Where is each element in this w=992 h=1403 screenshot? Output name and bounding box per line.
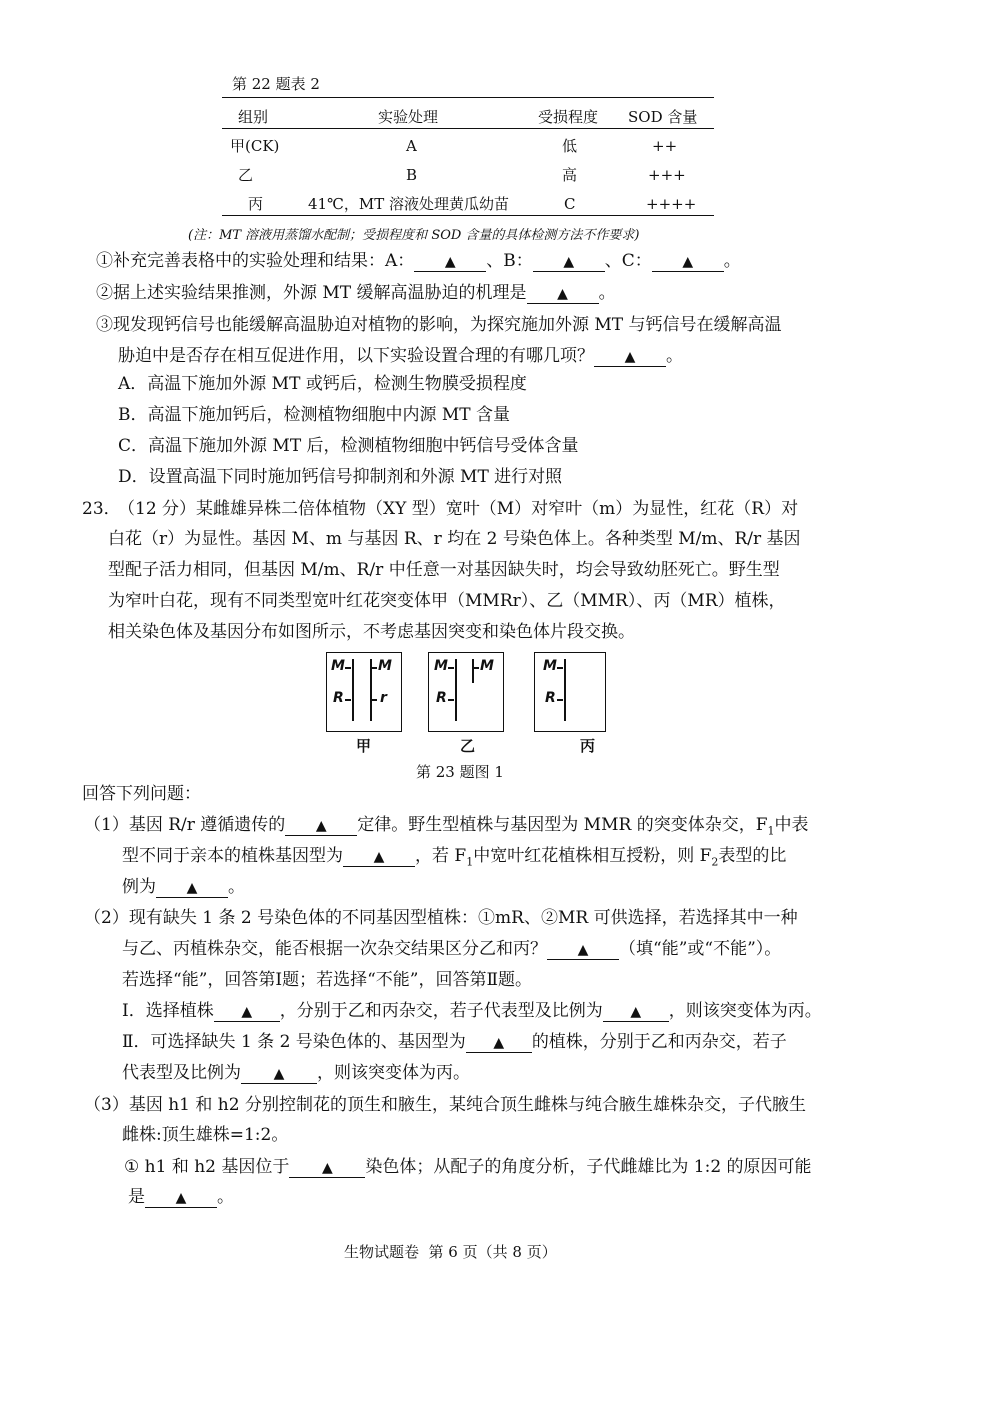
answer-blank[interactable]: ▲ (533, 252, 605, 272)
answer-blank[interactable]: ▲ (343, 847, 415, 867)
table-header-damage: 受损程度 (538, 108, 599, 126)
q22-option-a: A．高温下施加外源 MT 或钙后，检测生物膜受损程度 (118, 374, 527, 394)
figure-label-jia: 甲 (356, 737, 372, 755)
chromosome (564, 659, 566, 721)
gene-label-M: M (331, 658, 345, 674)
table-cell-r3-treatment: 41℃，MT 溶液处理黄瓜幼苗 (308, 195, 509, 213)
answer-blank[interactable]: ▲ (214, 1002, 280, 1022)
table-header-rule (222, 128, 714, 129)
page-footer: 生物试题卷 第 6 页（共 8 页） (344, 1243, 557, 1261)
q23-p1-line2: 型不同于亲本的植株基因型为 ▲ ，若 $F_1$中宽叶红花植株相互授粉，则 $F_2$表型的比 (122, 846, 787, 869)
table-cell-r3-damage: C (564, 195, 576, 213)
table-top-rule (222, 97, 714, 98)
gene-locus (345, 699, 351, 701)
q22-option-b: B．高温下施加钙后，检测植物细胞中内源 MT 含量 (118, 405, 511, 425)
answer-blank[interactable]: ▲ (466, 1033, 532, 1053)
q23-intro-line4: 为窄叶白花，现有不同类型宽叶红花突变体甲（MMRr）、乙（MMR）、丙（MR）植株， (108, 591, 786, 611)
q23-intro-line3: 型配子活力相同，但基因 M/m、R/r 中任意一对基因缺失时，均会导致幼胚死亡。野生型 (108, 560, 780, 580)
gene-label-R: R (545, 690, 556, 706)
gene-label-M: M (434, 658, 448, 674)
q23-p3-sub1-cont: 是 ▲ 。 (128, 1187, 234, 1207)
q23-p2-item-ii-cont: 代表型及比例为 ▲ ，则该突变体为丙。 (122, 1063, 470, 1083)
gene-label-M: M (480, 658, 494, 674)
chromosome-fragment (472, 659, 474, 683)
table-header-treatment: 实验处理 (378, 108, 439, 126)
table-cell-r2-group: 乙 (238, 166, 254, 184)
q23-p3-line2: 雌株:顶生雄株=1:2。 (122, 1125, 289, 1145)
q23-p1-line1: （1）基因 R/r 遵循遗传的 ▲ 定律。野生型植株与基因型为 MMR 的突变体杂交，$F_1$中表 (84, 815, 809, 838)
table-cell-r3-group: 丙 (248, 195, 264, 213)
gene-label-M: M (378, 658, 392, 674)
gene-locus (557, 699, 563, 701)
q23-intro-line5: 相关染色体及基因分布如图所示，不考虑基因突变和染色体片段交换。 (108, 622, 635, 642)
q23-p2-line3: 若选择“能”，回答第Ⅰ题；若选择“不能”，回答第Ⅱ题。 (122, 970, 533, 990)
answer-blank[interactable]: ▲ (603, 1002, 669, 1022)
chromosome (455, 659, 457, 721)
gene-label-R: R (333, 690, 344, 706)
answer-blank[interactable]: ▲ (527, 284, 599, 304)
q22-sub3-line2: 胁迫中是否存在相互促进作用，以下实验设置合理的有哪几项？ ▲ 。 (118, 346, 683, 366)
table-header-group: 组别 (238, 108, 269, 126)
q23-number: 23． (82, 499, 121, 519)
table-header-sod: SOD 含量 (628, 108, 698, 126)
table-cell-r2-sod: +++ (648, 166, 686, 184)
figure-caption: 第 23 题图 1 (416, 763, 504, 781)
gene-locus (557, 667, 563, 669)
gene-locus (345, 667, 351, 669)
q23-p2-item-i: Ⅰ．选择植株 ▲ ，分别于乙和丙杂交，若子代表型及比例为 ▲ ，则该突变体为丙。 (122, 1001, 822, 1021)
answer-blank[interactable]: ▲ (547, 940, 619, 960)
q22-sub1: ①补充完善表格中的实验处理和结果：A： ▲ 、B： ▲ 、C： ▲ 。 (96, 251, 741, 271)
q23-p3-sub1: ① h1 和 h2 基因位于 ▲ 染色体；从配子的角度分析，子代雌雄比为 1:2 的原因可能 (124, 1157, 812, 1177)
table-bottom-rule (222, 215, 714, 216)
chromosome (352, 659, 354, 721)
answer-blank[interactable]: ▲ (241, 1064, 317, 1084)
table-cell-r1-treatment: A (406, 137, 417, 155)
table-cell-r2-damage: 高 (562, 166, 578, 184)
table-note: (注：MT 溶液用蒸馏水配制；受损程度和 SOD 含量的具体检测方法不作要求) (188, 228, 640, 243)
table-cell-r1-damage: 低 (562, 137, 578, 155)
answer-blank[interactable]: ▲ (414, 252, 486, 272)
q23-p3-line1: （3）基因 h1 和 h2 分别控制花的顶生和腋生，某纯合顶生雌株与纯合腋生雄株杂交，子代腋生 (84, 1095, 806, 1115)
table-caption: 第 22 题表 2 (232, 75, 320, 93)
table-cell-r2-treatment: B (406, 166, 418, 184)
gene-label-R: R (436, 690, 447, 706)
q23-p2-line1: （2）现有缺失 1 条 2 号染色体的不同基因型植株：①mR、②MR 可供选择，若选择其中一种 (84, 908, 798, 928)
q22-sub3-line1: ③现发现钙信号也能缓解高温胁迫对植物的影响，为探究施加外源 MT 与钙信号在缓解高温 (96, 315, 782, 335)
q22-option-d: D．设置高温下同时施加钙信号抑制剂和外源 MT 进行对照 (118, 467, 563, 487)
gene-locus (448, 667, 454, 669)
answer-blank[interactable]: ▲ (145, 1188, 217, 1208)
gene-label-M: M (543, 658, 557, 674)
gene-locus (448, 699, 454, 701)
figure-label-bing: 丙 (580, 737, 596, 755)
table-cell-r1-group: 甲(CK) (230, 137, 280, 155)
q23-p2-item-ii: Ⅱ．可选择缺失 1 条 2 号染色体的、基因型为 ▲ 的植株，分别于乙和丙杂交，若子 (122, 1032, 787, 1052)
figure-label-yi: 乙 (460, 737, 476, 755)
q22-option-c: C．高温下施加外源 MT 后，检测植物细胞中钙信号受体含量 (118, 436, 579, 456)
q22-sub2: ②据上述实验结果推测，外源 MT 缓解高温胁迫的机理是 ▲ 。 (96, 283, 616, 303)
answer-blank[interactable]: ▲ (156, 878, 228, 898)
gene-locus (473, 667, 479, 669)
table-cell-r3-sod: ++++ (646, 195, 697, 213)
answer-blank[interactable]: ▲ (594, 347, 666, 367)
answer-blank[interactable]: ▲ (285, 816, 357, 836)
gene-label-r: r (380, 690, 387, 706)
answer-header: 回答下列问题： (82, 784, 201, 804)
table-cell-r1-sod: ++ (652, 137, 678, 155)
answer-blank[interactable]: ▲ (652, 252, 724, 272)
q23-intro-line1: （12 分）某雌雄异株二倍体植物（XY 型）宽叶（M）对窄叶（m）为显性，红花（R）对 (118, 499, 799, 519)
q23-p1-line3: 例为 ▲ 。 (122, 877, 245, 897)
q23-intro-line2: 白花（r）为显性。基因 M、m 与基因 R、r 均在 2 号染色体上。各种类型 M/m、R/r 基因 (108, 529, 801, 549)
q23-p2-line2: 与乙、丙植株杂交，能否根据一次杂交结果区分乙和丙？ ▲ （填“能”或“不能”）。 (122, 939, 782, 959)
gene-locus (371, 667, 377, 669)
answer-blank[interactable]: ▲ (289, 1158, 365, 1178)
gene-locus (371, 699, 377, 701)
